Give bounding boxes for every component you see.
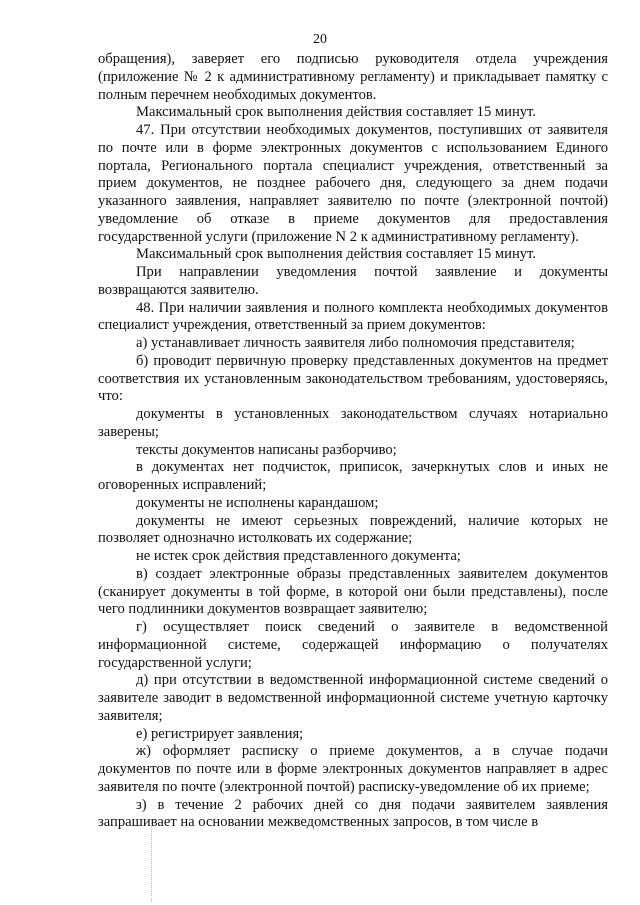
paragraph: Максимальный срок выполнения действия составляет 15 минут.	[136, 246, 536, 263]
paragraph: а) устанавливает личность заявителя либо полномочия представителя;	[136, 335, 575, 351]
paragraph: При направлении уведомления почтой заявление и документы возвращаются заявителю.	[98, 264, 608, 298]
paragraph: тексты документов написаны разборчиво;	[136, 441, 397, 458]
scan-margin-mark	[151, 822, 153, 902]
paragraph: в документах нет подчисток, приписок, зачеркнутых слов и иных не оговоренных исправлений;	[98, 459, 608, 493]
paragraph: д) при отсутствии в ведомственной информационной системе сведений о заявителе заводит в ведомственной информационной системе учетную карточку заявителя;	[98, 672, 608, 724]
paragraph: 48. При наличии заявления и полного комплекта необходимых документов специалист учреждения, ответственный за прием документов:	[98, 299, 608, 334]
paragraph: ж) оформляет расписку о приеме документов, а в случае подачи документов по почте или в форме электронных документов направляет в адрес заявителя по почте (электронной почтой) расписку-уведомление об их приеме;	[98, 743, 608, 795]
paragraph: з) в течение 2 рабочих дней со дня подачи заявителем заявления запрашивает на основании межведомственных запросов, в том числе в	[98, 796, 608, 831]
paragraph: Максимальный срок выполнения действия составляет 15 минут.	[136, 104, 536, 121]
paragraph: обращения), заверяет его подписью руководителя отдела учреждения (приложение № 2 к административному регламенту) и прикладывает памятку с полным перечнем необходимых документов.	[98, 51, 608, 103]
paragraph: б) проводит первичную проверку представленных документов на предмет соответствия их установленным законодательством требованиям, удостоверяясь, что:	[98, 352, 608, 405]
paragraph: документы не исполнены карандашом;	[136, 494, 379, 511]
paragraph: в) создает электронные образы представленных заявителем документов (сканирует документы в той форме, в которой они были представлены), после чего подлинники документов возвращает заявителю;	[98, 565, 608, 618]
paragraph: документы не имеют серьезных повреждений, наличие которых не позволяет однозначно истолковать их содержание;	[98, 512, 608, 547]
paragraph: документы в установленных законодательством случаях нотариально заверены;	[98, 406, 608, 440]
paragraph: 47. При отсутствии необходимых документов, поступивших от заявителя по почте или в форме электронных документов с использованием Единого портала, Регионального портала специалист учреждения, ответственный за прием документов, не позднее рабочего дня, следующего за днем подачи указанного заявления, направляет заявителю по почте (электронной почтой) уведомление об отказе в приеме документов для предоставления государственной услуги (приложение N 2 к административному регламенту).	[98, 122, 608, 245]
paragraph: г) осуществляет поиск сведений о заявителе в ведомственной информационной системе, содержащей информацию о получателях государственной услуги;	[98, 619, 608, 671]
page-number: 20	[313, 32, 327, 47]
document-body	[98, 51, 608, 832]
paragraph: е) регистрирует заявления;	[136, 725, 304, 742]
paragraph: не истек срок действия представленного документа;	[136, 548, 461, 564]
